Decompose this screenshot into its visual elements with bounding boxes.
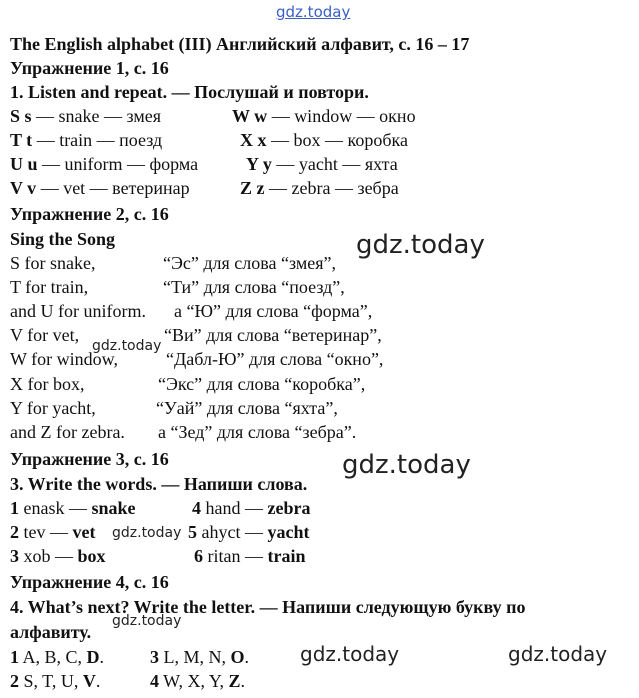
letter: V v [10, 178, 37, 198]
answer-word: snake [91, 498, 136, 518]
item-number: 2 [10, 522, 19, 542]
alphabet-right [240, 129, 408, 151]
exercise-4-heading: Упражнение 4, с. 16 [10, 572, 169, 592]
item-number: 1 [10, 647, 19, 667]
word-pair: — snake — змея [31, 106, 162, 126]
word-pair: — vet — ветеринар [36, 178, 190, 198]
item-number: 3 [10, 546, 19, 566]
song-line [10, 252, 336, 276]
alphabet-row [10, 153, 398, 177]
song-line-ru: “Дабл-Ю” для слова “окно”, [166, 349, 384, 369]
item-number: 4 [150, 671, 159, 691]
page-title: The English alphabet (III) Английский алфавит, с. 16 – 17 [10, 34, 470, 54]
song-line-en: S for snake, [10, 253, 96, 273]
song-line-en: X for box, [10, 374, 85, 394]
alphabet-row [10, 177, 399, 201]
scrambled-word: hand — [201, 498, 268, 518]
item-number: 6 [194, 546, 203, 566]
item-number: 2 [10, 671, 19, 691]
letter: Y y [246, 154, 272, 174]
alphabet-row [10, 129, 408, 153]
item-number: 5 [188, 522, 197, 542]
watermark: gdz.today [112, 525, 182, 541]
letter-row [10, 670, 246, 694]
song-line-ru: “Эс” для слова “змея”, [163, 253, 336, 273]
exercise-1-task: 1. Listen and repeat. — Послушай и повтори. [10, 82, 369, 102]
letter-sequence: W, X, Y, [159, 671, 229, 691]
word-pair: — box — коробка [266, 130, 408, 150]
alphabet-right [232, 105, 416, 127]
word-pair: — train — поезд [32, 130, 163, 150]
exercise-3-heading: Упражнение 3, с. 16 [10, 449, 169, 469]
song-line-ru: а “Зед” для слова “зебра”. [158, 422, 357, 442]
word-right [194, 545, 306, 567]
exercise-1-heading: Упражнение 1, с. 16 [10, 58, 169, 78]
song-line-en: and Z for zebra. [10, 422, 125, 442]
letter: S s [10, 106, 32, 126]
exercise-2-heading: Упражнение 2, с. 16 [10, 204, 169, 224]
word-pair: — yacht — яхта [271, 154, 398, 174]
alphabet-row [10, 105, 416, 129]
answer-word: yacht [267, 522, 310, 542]
alphabet-right [246, 153, 398, 175]
letter: W w [232, 106, 268, 126]
song-line-en: T for train, [10, 277, 89, 297]
letter-right [150, 646, 249, 668]
scrambled-word: xob — [19, 546, 78, 566]
answer-letter: V [82, 671, 96, 691]
exercise-3-task: 3. Write the words. — Напиши слова. [10, 474, 308, 494]
song-line-ru: “Экс” для слова “коробка”, [158, 374, 366, 394]
watermark: gdz.today [300, 642, 400, 666]
item-number: 1 [10, 498, 19, 518]
word-pair: — zebra — зебра [264, 178, 399, 198]
song-line-ru: “Ви” для слова “ветеринар”, [164, 325, 382, 345]
watermark: gdz.today [112, 613, 182, 629]
letter: Z z [240, 178, 265, 198]
answer-word: box [77, 546, 106, 566]
period: . [99, 647, 105, 667]
scrambled-word: ahyct — [197, 522, 268, 542]
answer-letter: O [230, 647, 245, 667]
letter-row [10, 646, 250, 670]
letter-sequence: S, T, U, [19, 671, 83, 691]
song-line-en: W for window, [10, 349, 118, 369]
answer-word: zebra [267, 498, 311, 518]
period: . [240, 671, 246, 691]
item-number: 4 [192, 498, 201, 518]
period: . [244, 647, 250, 667]
word-row [10, 497, 311, 521]
song-line [10, 421, 357, 445]
song-line [10, 373, 366, 397]
exercise-4-task: 4. What’s next? Write the letter. — Напиши следующую букву по [10, 597, 526, 617]
song-line [10, 397, 338, 421]
watermark: gdz.today [508, 642, 608, 666]
word-right [188, 521, 309, 543]
item-number: 3 [150, 647, 159, 667]
song-line-ru: “Уай” для слова “яхта”, [156, 398, 338, 418]
exercise-4-task-cont: алфавиту. [10, 622, 92, 642]
period: . [95, 671, 101, 691]
letter: U u [10, 154, 38, 174]
word-right [192, 497, 310, 519]
watermark: gdz.today [342, 450, 471, 480]
watermark: gdz.today [356, 230, 485, 260]
song-line [10, 300, 373, 324]
answer-letter: D [86, 647, 100, 667]
answer-word: vet [72, 522, 96, 542]
letter-right [150, 670, 245, 692]
word-pair: — uniform — форма [37, 154, 199, 174]
watermark: gdz.today [92, 338, 162, 354]
song-line-ru: “Ти” для слова “поезд”, [163, 277, 345, 297]
song-line-ru: а “Ю” для слова “форма”, [174, 301, 373, 321]
alphabet-right [240, 177, 399, 199]
letter: X x [240, 130, 267, 150]
song-line [10, 276, 345, 300]
song-line-en: and U for uniform. [10, 301, 146, 321]
letter-sequence: A, B, C, [19, 647, 87, 667]
scrambled-word: ritan — [203, 546, 268, 566]
answer-word: train [267, 546, 306, 566]
song-title: Sing the Song [10, 229, 116, 249]
song-line-en: V for vet, [10, 325, 80, 345]
answer-letter: Z [228, 671, 241, 691]
scrambled-word: enask — [19, 498, 92, 518]
song-line-en: Y for yacht, [10, 398, 96, 418]
watermark-top: gdz.today [276, 3, 351, 21]
letter: T t [10, 130, 33, 150]
word-pair: — window — окно [267, 106, 416, 126]
letter-sequence: L, M, N, [159, 647, 231, 667]
word-row [10, 545, 306, 569]
scrambled-word: tev — [19, 522, 73, 542]
